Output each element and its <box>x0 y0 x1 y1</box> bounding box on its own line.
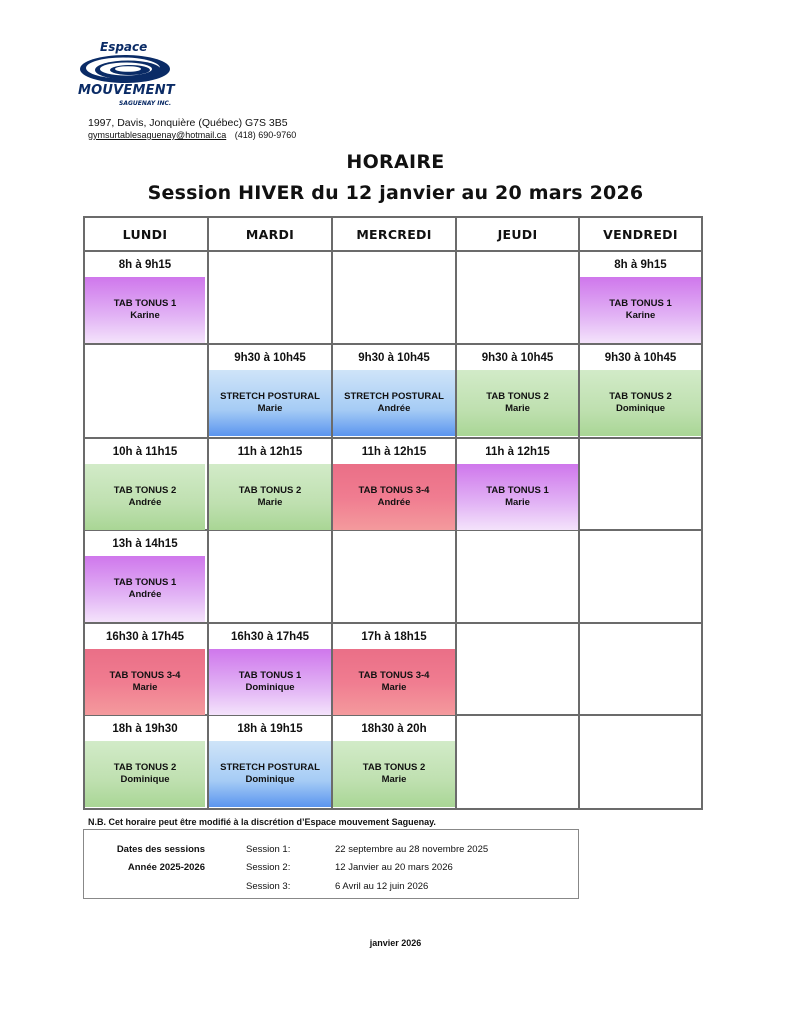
company-logo <box>76 40 176 110</box>
class-time: 13h à 14h15 <box>112 537 178 550</box>
class-time: 11h à 12h15 <box>361 445 427 458</box>
class-block <box>580 277 701 343</box>
class-slot-vendredi <box>580 252 701 343</box>
teacher-name: Marie <box>132 682 158 693</box>
teacher-name: Marie <box>505 403 530 414</box>
teacher-name: Karine <box>625 310 656 321</box>
address: 1997, Davis, Jonquière (Québec) G7S 3B5 <box>88 117 288 129</box>
page-subtitle: Session HIVER du 12 janvier au 20 mars 2026 <box>147 182 644 204</box>
teacher-name: Andrée <box>128 589 162 600</box>
class-time: 10h à 11h15 <box>112 445 178 458</box>
course-name: TAB TONUS 2 <box>113 485 177 496</box>
class-block <box>85 464 205 530</box>
class-slot-mercredi <box>333 624 455 715</box>
class-block <box>209 649 331 715</box>
day-header-vendredi: VENDREDI <box>603 226 678 242</box>
teacher-name: Dominique <box>245 682 295 693</box>
class-slot-mercredi <box>333 345 455 436</box>
logo-swirl-icon <box>78 53 174 85</box>
session-name: Session 3: <box>246 881 291 892</box>
class-slot-lundi <box>85 531 205 622</box>
course-name: TAB TONUS 2 <box>238 485 302 496</box>
class-block <box>457 370 578 436</box>
session-dates: 6 Avril au 12 juin 2026 <box>335 881 429 892</box>
class-time: 16h30 à 17h45 <box>230 630 309 643</box>
class-time: 8h à 9h15 <box>118 258 172 271</box>
class-slot-vendredi <box>580 345 701 436</box>
teacher-name: Dominique <box>245 774 295 785</box>
class-time: 9h30 à 10h45 <box>234 351 306 364</box>
day-header-lundi: LUNDI <box>122 226 168 242</box>
class-block <box>333 370 455 436</box>
course-name: TAB TONUS 2 <box>609 391 672 402</box>
class-time: 18h à 19h30 <box>112 722 178 735</box>
class-time: 11h à 12h15 <box>485 445 550 458</box>
course-name: TAB TONUS 2 <box>113 762 177 773</box>
teacher-name: Dominique <box>615 403 666 414</box>
class-slot-mardi <box>209 716 331 807</box>
class-slot-lundi <box>85 716 205 807</box>
phone-number: (418) 690-9760 <box>234 130 297 140</box>
course-name: TAB TONUS 1 <box>113 577 177 588</box>
email-link[interactable]: gymsurtablesaguenay@hotmail.ca <box>88 130 227 140</box>
class-time: 9h30 à 10h45 <box>481 351 554 364</box>
class-time: 18h30 à 20h <box>361 722 427 735</box>
class-time: 16h30 à 17h45 <box>105 630 184 643</box>
class-slot-mardi <box>209 624 331 715</box>
class-slot-lundi <box>85 252 205 343</box>
course-name: STRETCH POSTURAL <box>344 391 444 402</box>
class-time: 18h à 19h15 <box>237 722 303 735</box>
class-time: 9h30 à 10h45 <box>604 351 677 364</box>
session-name: Session 1: <box>246 844 291 855</box>
class-block <box>85 277 205 343</box>
class-block <box>85 741 205 807</box>
class-time: 11h à 12h15 <box>237 445 303 458</box>
session-name: Session 2: <box>246 862 291 873</box>
session-dates: 12 Janvier au 20 mars 2026 <box>335 862 453 873</box>
logo-word-mouvement: MOUVEMENT <box>78 83 175 98</box>
sessions-year-label: Année 2025-2026 <box>127 862 205 873</box>
class-slot-lundi <box>85 624 205 715</box>
schedule-table <box>83 216 703 810</box>
class-time: 9h30 à 10h45 <box>358 351 430 364</box>
class-slot-mardi <box>209 439 331 530</box>
teacher-name: Marie <box>381 682 407 693</box>
sessions-label: Dates des sessions <box>116 844 205 855</box>
class-block <box>333 649 455 715</box>
teacher-name: Marie <box>257 403 283 414</box>
teacher-name: Marie <box>505 497 530 508</box>
class-block <box>209 741 331 807</box>
logo-word-saguenay: SAGUENAY INC. <box>119 100 172 107</box>
course-name: TAB TONUS 3-4 <box>109 670 181 681</box>
course-name: STRETCH POSTURAL <box>220 391 320 402</box>
class-slot-mercredi <box>333 439 455 530</box>
class-block <box>333 741 455 807</box>
course-name: TAB TONUS 2 <box>486 391 549 402</box>
class-slot-lundi <box>85 439 205 530</box>
schedule-note: N.B. Cet horaire peut être modifié à la discrétion d’Espace mouvement Saguenay. <box>88 817 436 827</box>
course-name: TAB TONUS 1 <box>238 670 302 681</box>
course-name: TAB TONUS 1 <box>486 485 549 496</box>
day-header-mercredi: MERCREDI <box>356 226 432 242</box>
class-slot-jeudi <box>457 439 578 530</box>
teacher-name: Andrée <box>377 403 411 414</box>
class-time: 8h à 9h15 <box>614 258 667 271</box>
class-block <box>85 649 205 715</box>
sessions-box <box>83 829 579 899</box>
class-block <box>333 464 455 530</box>
course-name: TAB TONUS 1 <box>113 298 177 309</box>
teacher-name: Andrée <box>128 497 162 508</box>
class-slot-mercredi <box>333 716 455 807</box>
class-block <box>209 370 331 436</box>
class-block <box>457 464 578 530</box>
class-slot-mardi <box>209 345 331 436</box>
teacher-name: Marie <box>257 497 283 508</box>
class-block <box>85 556 205 622</box>
session-dates: 22 septembre au 28 novembre 2025 <box>335 844 489 855</box>
teacher-name: Marie <box>381 774 407 785</box>
page-title: HORAIRE <box>346 151 445 173</box>
teacher-name: Dominique <box>120 774 170 785</box>
class-block <box>209 464 331 530</box>
course-name: TAB TONUS 3-4 <box>358 485 430 496</box>
course-name: TAB TONUS 2 <box>362 762 426 773</box>
class-block <box>580 370 701 436</box>
class-time: 17h à 18h15 <box>361 630 427 643</box>
logo-word-espace: Espace <box>100 40 148 54</box>
course-name: TAB TONUS 3-4 <box>358 670 430 681</box>
teacher-name: Andrée <box>377 497 411 508</box>
class-slot-jeudi <box>457 345 578 436</box>
day-header-jeudi: JEUDI <box>497 226 538 242</box>
contact-line <box>88 130 296 140</box>
course-name: STRETCH POSTURAL <box>220 762 320 773</box>
footer-date: janvier 2026 <box>369 938 422 948</box>
course-name: TAB TONUS 1 <box>609 298 672 309</box>
day-header-mardi: MARDI <box>245 226 295 242</box>
teacher-name: Karine <box>130 310 160 321</box>
